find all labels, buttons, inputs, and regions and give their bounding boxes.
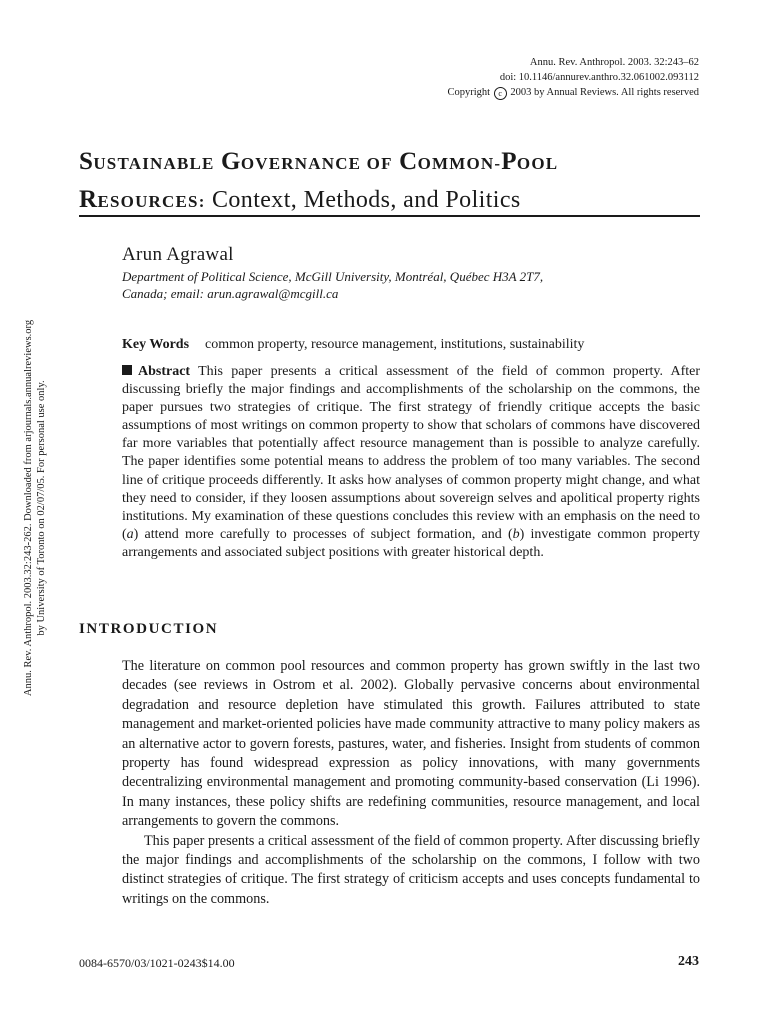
copyright-prefix: Copyright (447, 87, 491, 98)
title-initial: S (79, 148, 94, 175)
title-divider (79, 215, 700, 217)
body-paragraph: The literature on common pool resources and common property has grown swiftly in the last two decades (see reviews in Ostrom et al. 2002). Globally pervasive concerns about environmental degradation and resource depletion have stimulated this growth. Failures attributed to state management and market-oriented policies have made community attractive to many policy makers as an alternative actor to govern forests, pastures, water, and fisheries. Insight from students of common property has found widespread expression as policy innovations, with many governments decentralizing environmental management and promoting community-based conservation (Li 1996). In many instances, these policy shifts are redefining communities, resource management, and local arrangements to govern the commons. (122, 658, 700, 830)
keywords-label: Key Words (122, 337, 190, 352)
abstract-item-marker: a (126, 526, 134, 542)
abstract (122, 363, 700, 562)
abstract-item-marker: b (512, 526, 520, 542)
title-initial: G (221, 148, 241, 175)
copyright-line (447, 85, 699, 100)
title-word: ESOURCES: (97, 192, 206, 211)
title-initial: R (79, 186, 98, 213)
title-word: USTAINABLE (93, 154, 215, 173)
abstract-label: Abstract (138, 364, 191, 379)
abstract-text: ) attend more carefully to processes of subject formation, and ( (133, 526, 513, 542)
download-notice-text (22, 268, 48, 748)
page-number: 243 (678, 954, 699, 969)
keywords (122, 337, 584, 353)
author-affiliation (122, 268, 702, 302)
title-word: OMMON- (417, 154, 502, 173)
article-subtitle: Context, Methods, and Politics (211, 187, 521, 213)
section-heading-introduction: INTRODUCTION (79, 621, 219, 637)
abstract-text: ) investigate common property arrangements and associated subject positions with greater historical depth. (122, 526, 700, 560)
copyright-suffix: 2003 by Annual Reviews. All rights reserved (510, 87, 699, 98)
download-notice-line: by University of Toronto on 02/07/05. For personal use only. (36, 380, 47, 636)
square-bullet-icon (122, 365, 132, 375)
article-title (79, 144, 699, 220)
title-initial: C (399, 148, 418, 175)
affiliation-email-line: Canada; email: arun.agrawal@mcgill.ca (122, 286, 339, 301)
journal-citation: Annu. Rev. Anthropol. 2003. 32:243–62 (529, 57, 699, 68)
body-paragraph: This paper presents a critical assessment of the field of common property. After discussing briefly the major findings and accomplishments of the scholarship on the commons, I follow with two distinct strategies of critique. The first strategy of criticism accepts and uses concepts fundamental to writings on the commons. (122, 832, 700, 907)
doi-line: doi: 10.1146/annurev.anthro.32.061002.093112 (499, 72, 699, 83)
journal-header (447, 55, 699, 100)
affiliation-line: Department of Political Science, McGill University, Montréal, Québec H3A 2T7, (122, 269, 544, 284)
issn-code: 0084-6570/03/1021-0243$14.00 (79, 956, 235, 970)
copyright-icon: c (494, 87, 507, 100)
title-initial: P (501, 148, 517, 175)
title-word: OVERNANCE OF (240, 154, 393, 173)
keywords-text: common property, resource management, institutions, sustainability (205, 337, 585, 352)
download-notice-line: Annu. Rev. Anthropol. 2003.32:243-262. Downloaded from arjournals.annualreviews.org (23, 319, 34, 697)
introduction-body (122, 657, 700, 909)
author-name: Arun Agrawal (122, 244, 234, 265)
title-word: OOL (516, 154, 559, 173)
abstract-text: This paper presents a critical assessment of the field of common property. After discussing briefly the major findings and accomplishments of the scholarship on the commons, the paper pursues two strategies of critique. The first strategy of friendly critique accepts the basic assumptions of most writings on common property to show that scholars of commons have discovered far more variables that potentially affect resource management than is possible to analyze carefully. The paper identifies some potential means to address the problem of too many variables. The second line of critique proceeds differently. It asks how analyses of common property might change, and what they need to consider, if they loosen assumptions about sovereign selves and apolitical property rights institutions. My examination of these questions concludes this review with an emphasis on the need to ( (122, 364, 700, 542)
